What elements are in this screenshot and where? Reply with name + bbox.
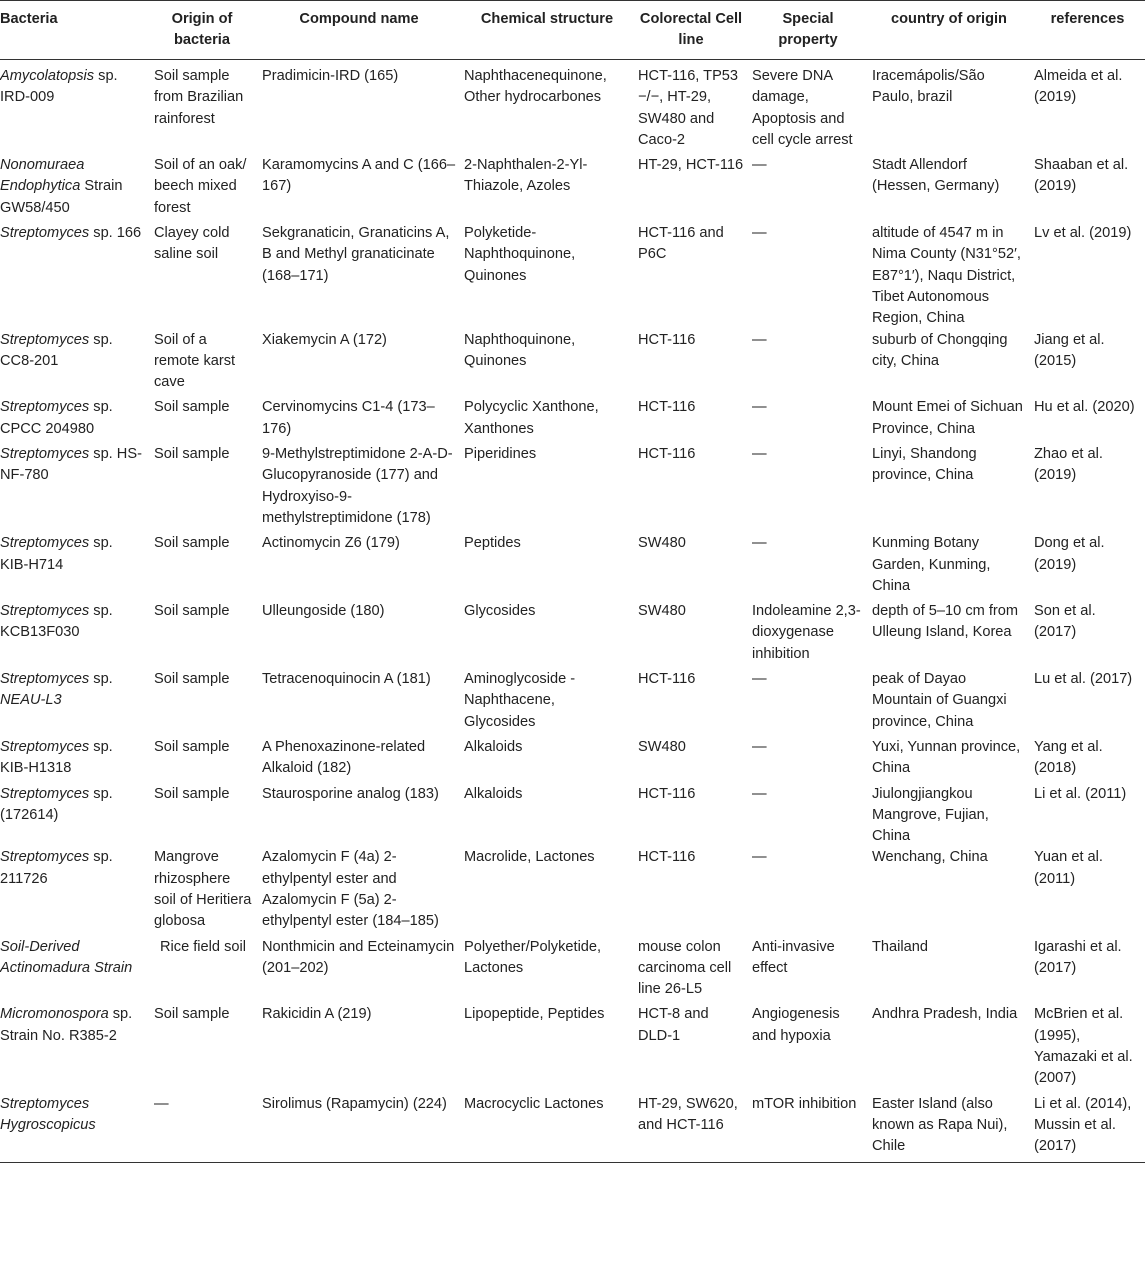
compound-cell: Nonthmicin and Ecteinamycin (201–202) xyxy=(262,938,455,976)
bacteria-name-part: Streptomyces xyxy=(0,671,90,688)
country-cell: altitude of 4547 m in Nima County (N31°52′, E87°1′), Naqu District, Tibet Autonomous Region, China xyxy=(872,225,1021,327)
origin-cell: Clayey cold saline soil xyxy=(154,225,230,263)
bacteria-name-part: sp. CC8-201 xyxy=(0,331,113,369)
bacteria-name-part: Streptomyces xyxy=(0,399,90,416)
bacteria-name-part: Soil-Derived Actinomadura Strain xyxy=(0,938,133,976)
bacteria-name-part: Nonomuraea Endophytica xyxy=(0,157,85,195)
table-row xyxy=(0,1094,1145,1162)
cell-line-cell: HCT-116 xyxy=(638,785,696,802)
origin-cell: Soil sample from Brazilian rainforest xyxy=(154,68,244,127)
structure-cell: Alkaloids xyxy=(464,738,523,755)
country-cell: Jiulongjiangkou Mangrove, Fujian, China xyxy=(872,785,989,845)
table-row xyxy=(0,601,1145,669)
header-property: Special property xyxy=(748,1,868,60)
property-cell: — xyxy=(752,849,767,866)
origin-cell: Mangrove rhizosphere soil of Heritiera globosa xyxy=(154,849,252,930)
table-row xyxy=(0,330,1145,398)
cell-line-cell: HCT-116 xyxy=(638,671,696,688)
bacteria-name-part: Micromonospora xyxy=(0,1006,109,1023)
table-row xyxy=(0,155,1145,223)
bacteria-name-part: sp. 211726 xyxy=(0,849,113,887)
country-cell: Kunming Botany Garden, Kunming, China xyxy=(872,535,991,594)
bacteria-name-part: Streptomyces xyxy=(0,738,90,755)
bacteria-name-part: Streptomyces xyxy=(0,785,90,802)
references-cell: Zhao et al. (2019) xyxy=(1034,446,1103,484)
references-cell: McBrien et al. (1995), Yamazaki et al. (2007) xyxy=(1034,1006,1133,1087)
country-cell: Easter Island (also known as Rapa Nui), Chile xyxy=(868,1094,1030,1162)
references-cell: Dong et al. (2019) xyxy=(1034,535,1105,573)
compound-cell: Sekgranaticin, Granaticins A, B and Methyl granaticinate (168–171) xyxy=(262,225,450,284)
structure-cell: Alkaloids xyxy=(464,785,523,802)
table-row xyxy=(0,937,1145,1005)
bacteria-name-part: Streptomyces xyxy=(0,331,90,348)
table-row xyxy=(0,669,1145,737)
origin-cell: Soil of a remote karst cave xyxy=(154,331,236,391)
bacteria-cell xyxy=(0,155,146,223)
bacteria-name-part: sp. 166 xyxy=(89,225,142,242)
bacteria-cell xyxy=(0,444,146,533)
bacteria-name-part: sp. CPCC 204980 xyxy=(0,399,113,437)
table-row xyxy=(0,60,1145,156)
property-cell: — xyxy=(752,446,767,463)
country-cell: Mount Emei of Sichuan Province, China xyxy=(872,399,1023,437)
compound-cell: A Phenoxazinone-related Alkaloid (182) xyxy=(262,738,426,777)
bacteria-name-part: sp. KIB-H1318 xyxy=(0,738,113,777)
table-row xyxy=(0,223,1145,329)
cell-line-cell: HCT-116 xyxy=(638,331,696,348)
origin-cell: Rice field soil xyxy=(160,938,246,955)
country-cell: Wenchang, China xyxy=(872,849,988,866)
cell-line-cell: HT-29, HCT-116 xyxy=(638,157,744,174)
bacteria-cell xyxy=(0,60,146,156)
property-cell: Severe DNA damage, Apoptosis and cell cycle arrest xyxy=(752,68,853,148)
property-cell: — xyxy=(752,535,767,552)
country-cell: Yuxi, Yunnan province, China xyxy=(872,738,1021,777)
property-cell: — xyxy=(752,225,767,242)
structure-cell: Polyether/Polyketide, Lactones xyxy=(464,938,602,976)
origin-cell: Soil sample xyxy=(154,446,230,463)
bacteria-name-part: Streptomyces xyxy=(0,849,90,866)
country-cell: depth of 5–10 cm from Ulleung Island, Korea xyxy=(872,603,1019,641)
header-bacteria: Bacteria xyxy=(0,1,146,60)
bacteria-name-part: sp. KCB13F030 xyxy=(0,603,113,641)
bacteria-name-part: Streptomyces xyxy=(0,446,90,463)
bacteria-cell xyxy=(0,784,146,848)
cell-line-cell: HCT-8 and DLD-1 xyxy=(638,1006,709,1044)
table-row xyxy=(0,737,1145,784)
structure-cell: Lipopeptide, Peptides xyxy=(464,1006,605,1023)
bacteria-cell xyxy=(0,223,146,329)
property-cell: — xyxy=(752,331,767,348)
table-row xyxy=(0,444,1145,533)
origin-cell: — xyxy=(146,1094,258,1162)
structure-cell: Glycosides xyxy=(464,603,536,620)
compound-cell: 9-Methylstreptimidone 2-A-D-Glucopyranoside (177) and Hydroxyiso-9-methylstreptimidone (178) xyxy=(262,446,453,526)
property-cell: — xyxy=(752,671,767,688)
table-header xyxy=(0,1,1145,60)
references-cell: Jiang et al. (2015) xyxy=(1034,331,1105,369)
bacteria-cell xyxy=(0,1004,146,1093)
bacteria-name-part: sp. Strain No. R385-2 xyxy=(0,1006,133,1044)
cell-line-cell: HCT-116 xyxy=(638,849,696,866)
bacteria-name-part: Streptomyces xyxy=(0,225,90,242)
references-cell: Almeida et al. (2019) xyxy=(1034,68,1123,106)
cell-line-cell: mouse colon carcinoma cell line 26-L5 xyxy=(638,938,732,998)
references-cell: Yang et al. (2018) xyxy=(1034,738,1103,777)
bacteria-name-part: sp. IRD-009 xyxy=(0,68,118,106)
compound-cell: Cervinomycins C1-4 (173–176) xyxy=(262,399,435,437)
compound-cell: Pradimicin-IRD (165) xyxy=(262,68,399,84)
origin-cell: Soil of an oak/ beech mixed forest xyxy=(154,157,247,216)
table-body xyxy=(0,60,1145,1163)
references-cell: Shaaban et al. (2019) xyxy=(1034,157,1129,195)
country-cell: Linyi, Shandong province, China xyxy=(872,446,977,484)
cell-line-cell: HT-29, SW620, and HCT-116 xyxy=(634,1094,748,1162)
header-country: country of origin xyxy=(868,1,1030,60)
references-cell: Li et al. (2014), Mussin et al. (2017) xyxy=(1030,1094,1145,1162)
country-cell: Stadt Allendorf (Hessen, Germany) xyxy=(872,157,1000,195)
header-structure: Chemical structure xyxy=(460,1,634,60)
compound-cell: Tetracenoquinocin A (181) xyxy=(262,671,431,688)
bacteria-name-part: Strain GW58/450 xyxy=(0,178,123,216)
property-cell: mTOR inhibition xyxy=(748,1094,868,1162)
bacteria-cell xyxy=(0,330,146,398)
property-cell: — xyxy=(752,738,767,755)
bacteria-name-part: Streptomyces Hygroscopicus xyxy=(0,1095,96,1133)
origin-cell: Soil sample xyxy=(154,399,230,416)
bacteria-cell xyxy=(0,601,146,669)
bacteria-cell xyxy=(0,1094,146,1162)
cell-line-cell: SW480 xyxy=(638,535,686,552)
origin-cell: Soil sample xyxy=(154,738,230,755)
structure-cell: Macrolide, Lactones xyxy=(464,849,595,866)
bacteria-name-part: sp. (172614) xyxy=(0,785,113,823)
bacteria-name-part: Amycolatopsis xyxy=(0,68,95,84)
structure-cell: Polycyclic Xanthone, Xanthones xyxy=(464,399,599,437)
table-row xyxy=(0,847,1145,936)
bacteria-cell xyxy=(0,937,146,1005)
structure-cell: Naphthacenequinone, Other hydrocarbones xyxy=(464,68,607,106)
bacteria-name-part: Streptomyces xyxy=(0,603,90,620)
table-row xyxy=(0,533,1145,601)
origin-cell: Soil sample xyxy=(154,1006,230,1023)
origin-cell: Soil sample xyxy=(154,785,230,802)
country-cell: Thailand xyxy=(872,938,928,955)
table-row xyxy=(0,784,1145,848)
origin-cell: Soil sample xyxy=(154,603,230,620)
compound-cell: Azalomycin F (4a) 2-ethylpentyl ester and Azalomycin F (5a) 2-ethylpentyl ester (184–185) xyxy=(262,849,439,930)
origin-cell: Soil sample xyxy=(154,535,230,552)
references-cell: Son et al. (2017) xyxy=(1034,603,1096,641)
bacteria-cell xyxy=(0,533,146,601)
structure-cell: Peptides xyxy=(464,535,521,552)
country-cell: suburb of Chongqing city, China xyxy=(872,331,1008,369)
country-cell: peak of Dayao Mountain of Guangxi province, China xyxy=(872,671,1007,730)
property-cell: Angiogenesis and hypoxia xyxy=(752,1006,840,1044)
bacteria-cell xyxy=(0,847,146,936)
table-row xyxy=(0,397,1145,444)
references-cell: Yuan et al. (2011) xyxy=(1034,849,1103,887)
references-cell: Lu et al. (2017) xyxy=(1034,671,1133,688)
cell-line-cell: SW480 xyxy=(638,738,686,755)
property-cell: — xyxy=(752,157,767,174)
property-cell: Indoleamine 2,3-dioxygenase inhibition xyxy=(752,603,861,662)
bacteria-name-part: sp. HS-NF-780 xyxy=(0,446,142,484)
origin-cell: Soil sample xyxy=(154,671,230,688)
header-origin: Origin of bacteria xyxy=(146,1,258,60)
compound-cell: Sirolimus (Rapamycin) (224) xyxy=(258,1094,460,1162)
header-references: references xyxy=(1030,1,1145,60)
compound-cell: Staurosporine analog (183) xyxy=(262,785,439,802)
cell-line-cell: HCT-116 xyxy=(638,399,696,416)
structure-cell: Aminoglycoside -Naphthacene, Glycosides xyxy=(464,671,576,730)
property-cell: — xyxy=(752,785,767,802)
cell-line-cell: HCT-116 and P6C xyxy=(638,225,724,263)
cell-line-cell: HCT-116 xyxy=(638,446,696,463)
property-cell: — xyxy=(752,399,767,416)
compound-cell: Xiakemycin A (172) xyxy=(262,331,387,348)
structure-cell: Polyketide-Naphthoquinone, Quinones xyxy=(464,225,576,284)
cell-line-cell: SW480 xyxy=(638,603,686,620)
bacteria-cell xyxy=(0,737,146,784)
compound-cell: Ulleungoside (180) xyxy=(262,603,385,620)
structure-cell: Macrocyclic Lactones xyxy=(460,1094,634,1162)
references-cell: Lv et al. (2019) xyxy=(1034,225,1132,242)
references-cell: Igarashi et al. (2017) xyxy=(1034,938,1122,976)
bacteria-cell xyxy=(0,669,146,737)
country-cell: Andhra Pradesh, India xyxy=(872,1006,1018,1023)
bacteria-name-part: sp. xyxy=(89,671,113,688)
compound-cell: Actinomycin Z6 (179) xyxy=(262,535,400,552)
table-row xyxy=(0,1004,1145,1093)
bacteria-name-part: sp. KIB-H714 xyxy=(0,535,113,573)
compound-cell: Karamomycins A and C (166–167) xyxy=(262,157,456,195)
cell-line-cell: HCT-116, TP53 −/−, HT-29, SW480 and Caco-2 xyxy=(638,68,739,148)
references-cell: Li et al. (2011) xyxy=(1034,785,1127,802)
structure-cell: Naphthoquinone, Quinones xyxy=(464,331,576,369)
bacteria-name-part: NEAU-L3 xyxy=(0,692,62,709)
structure-cell: Piperidines xyxy=(464,446,537,463)
header-compound: Compound name xyxy=(258,1,460,60)
references-cell: Hu et al. (2020) xyxy=(1034,399,1135,416)
compound-cell: Rakicidin A (219) xyxy=(262,1006,372,1023)
country-cell: Iracemápolis/São Paulo, brazil xyxy=(872,68,985,106)
structure-cell: 2-Naphthalen-2-Yl-Thiazole, Azoles xyxy=(464,157,588,195)
bacteria-cell xyxy=(0,397,146,444)
property-cell: Anti-invasive effect xyxy=(752,938,835,976)
bacteria-name-part: Streptomyces xyxy=(0,535,90,552)
header-cell-line: Colorectal Cell line xyxy=(634,1,748,60)
